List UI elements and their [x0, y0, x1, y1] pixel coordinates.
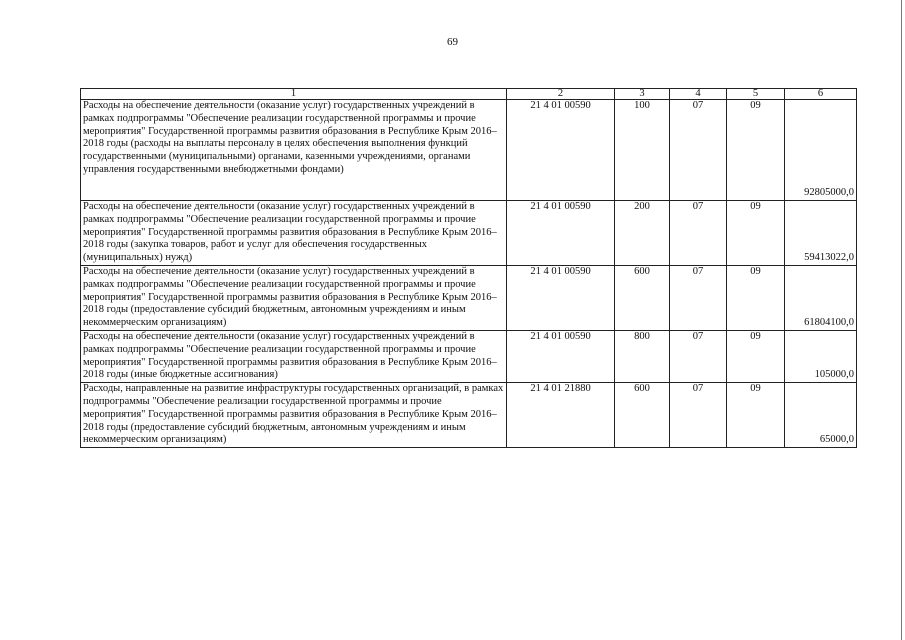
- row-code: 21 4 01 00590: [507, 201, 615, 266]
- row-amount: 61804100,0: [785, 265, 857, 330]
- table-row: [81, 201, 857, 266]
- row-subsection: 09: [727, 100, 785, 201]
- page-number: 69: [447, 36, 458, 48]
- row-type: 600: [615, 265, 670, 330]
- row-code: 21 4 01 00590: [507, 100, 615, 201]
- header-col-2: 2: [507, 89, 615, 100]
- row-section: 07: [670, 100, 727, 201]
- row-subsection: 09: [727, 330, 785, 382]
- table-row: [81, 383, 857, 448]
- row-amount: 65000,0: [785, 383, 857, 448]
- scan-edge-line: [901, 0, 902, 640]
- row-amount: 105000,0: [785, 330, 857, 382]
- table-row: [81, 330, 857, 382]
- row-section: 07: [670, 383, 727, 448]
- row-code: 21 4 01 21880: [507, 383, 615, 448]
- budget-table: [80, 88, 857, 448]
- header-col-3: 3: [615, 89, 670, 100]
- table-row: [81, 100, 857, 201]
- row-amount: 59413022,0: [785, 201, 857, 266]
- row-type: 800: [615, 330, 670, 382]
- row-section: 07: [670, 201, 727, 266]
- row-subsection: 09: [727, 383, 785, 448]
- row-description: Расходы на обеспечение деятельности (оказание услуг) государственных учреждений в рамках подпрограммы "Обеспечение реализации государственной программы и прочие мероприятия" Государственной программы развития образования в Республике Крым 2016–2018 годы (закупка товаров, работ и услуг для обеспечения государственных (муниципальных) нужд): [81, 201, 507, 266]
- row-description: Расходы, направленные на развитие инфраструктуры государственных организаций, в рамках подпрограммы "Обеспечение реализации государственной программы и прочие мероприятия" Государственной программы развития образования в Республике Крым 2016–2018 годы (предоставление субсидий бюджетным, автономным учреждениям и иным некоммерческим организациям): [81, 383, 507, 448]
- header-row: [81, 89, 857, 100]
- row-description: Расходы на обеспечение деятельности (оказание услуг) государственных учреждений в рамках подпрограммы "Обеспечение реализации государственной программы и прочие мероприятия" Государственной программы развития образования в Республике Крым 2016–2018 годы (иные бюджетные ассигнования): [81, 330, 507, 382]
- row-code: 21 4 01 00590: [507, 330, 615, 382]
- row-section: 07: [670, 265, 727, 330]
- row-description: Расходы на обеспечение деятельности (оказание услуг) государственных учреждений в рамках подпрограммы "Обеспечение реализации государственной программы и прочие мероприятия" Государственной программы развития образования в Республике Крым 2016–2018 годы (предоставление субсидий бюджетным, автономным учреждениям и иным некоммерческим организациям): [81, 265, 507, 330]
- header-col-4: 4: [670, 89, 727, 100]
- row-subsection: 09: [727, 265, 785, 330]
- row-section: 07: [670, 330, 727, 382]
- header-col-1: 1: [81, 89, 507, 100]
- table-row: [81, 265, 857, 330]
- row-type: 200: [615, 201, 670, 266]
- row-amount: 92805000,0: [785, 100, 857, 201]
- row-type: 100: [615, 100, 670, 201]
- header-col-5: 5: [727, 89, 785, 100]
- row-code: 21 4 01 00590: [507, 265, 615, 330]
- row-subsection: 09: [727, 201, 785, 266]
- row-type: 600: [615, 383, 670, 448]
- row-description: Расходы на обеспечение деятельности (оказание услуг) государственных учреждений в рамках подпрограммы "Обеспечение реализации государственной программы и прочие мероприятия" Государственной программы развития образования в Республике Крым 2016–2018 годы (расходы на выплаты персоналу в целях обеспечения выполнения функций государственными (муниципальными) органами, казенными учреждениями, органами управления государственными внебюджетными фондами): [81, 100, 507, 201]
- header-col-6: 6: [785, 89, 857, 100]
